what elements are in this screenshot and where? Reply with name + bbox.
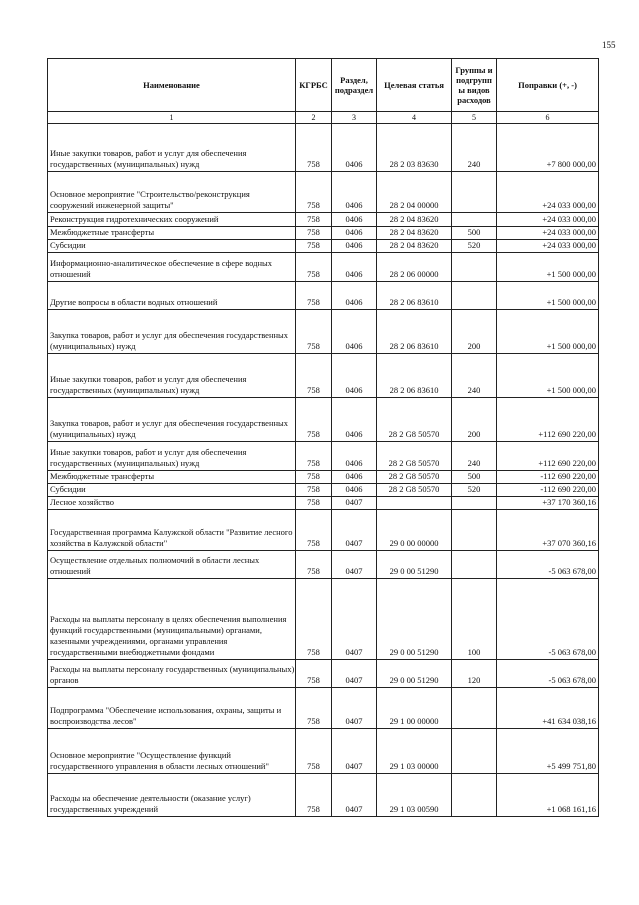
- row-name: Расходы на выплаты персоналу в целях обеспечения выполнения функций государственными (муниципальными) органами, казенными учреждениями, органами управления государственными внебюджетными фондами: [48, 579, 296, 659]
- header-kgrbs: КГРБС: [296, 59, 332, 111]
- table-row: [48, 282, 598, 310]
- row-section: 0406: [332, 240, 377, 252]
- row-amount: +1 500 000,00: [546, 385, 596, 395]
- row-target-article: 28 2 06 83610: [377, 354, 452, 397]
- row-kgrbs: 758: [296, 551, 332, 578]
- row-kgrbs: 758: [296, 354, 332, 397]
- row-section: 0406: [332, 213, 377, 226]
- row-kgrbs: 758: [296, 282, 332, 309]
- row-name: Расходы на выплаты персоналу государственных (муниципальных) органов: [48, 660, 296, 687]
- table-row: [48, 310, 598, 354]
- row-expense-group: 500: [452, 471, 497, 483]
- row-name: Другие вопросы в области водных отношений: [48, 282, 296, 309]
- row-name: Закупка товаров, работ и услуг для обеспечения государственных (муниципальных) нужд: [48, 310, 296, 353]
- row-expense-group: [452, 688, 497, 728]
- header-expense-group: Группы и подгрупп ы видов расходов: [452, 59, 497, 111]
- row-target-article: 28 2 06 00000: [377, 253, 452, 281]
- row-expense-group: 120: [452, 660, 497, 687]
- row-name: Лесное хозяйство: [48, 497, 296, 509]
- row-name: Субсидии: [48, 484, 296, 496]
- row-target-article: 29 0 00 00000: [377, 510, 452, 550]
- row-amount: +112 690 220,00: [538, 458, 596, 468]
- table-row: [48, 253, 598, 282]
- header-section: Раздел, подраздел: [332, 59, 377, 111]
- table-body: [48, 124, 598, 816]
- row-amount: +112 690 220,00: [538, 429, 596, 439]
- row-expense-group: 240: [452, 442, 497, 470]
- row-kgrbs: 758: [296, 240, 332, 252]
- table-row: [48, 398, 598, 442]
- row-expense-group: [452, 774, 497, 816]
- row-amount: -5 063 678,00: [548, 675, 596, 685]
- row-amount: +1 068 161,16: [546, 804, 596, 814]
- row-kgrbs: 758: [296, 442, 332, 470]
- row-target-article: 29 1 03 00590: [377, 774, 452, 816]
- row-expense-group: 520: [452, 484, 497, 496]
- table-row: [48, 471, 598, 484]
- row-section: 0406: [332, 354, 377, 397]
- col-number: 6: [545, 113, 550, 122]
- row-expense-group: 500: [452, 227, 497, 239]
- row-amount: +1 500 000,00: [546, 341, 596, 351]
- row-target-article: 29 1 00 00000: [377, 688, 452, 728]
- row-expense-group: [452, 253, 497, 281]
- row-section: 0406: [332, 398, 377, 441]
- row-target-article: 28 2 04 83620: [377, 240, 452, 252]
- row-target-article: 28 2 04 83620: [377, 213, 452, 226]
- row-target-article: 28 2 03 83630: [377, 124, 452, 171]
- row-amount: +1 500 000,00: [546, 269, 596, 279]
- col-number: 2: [296, 112, 332, 123]
- row-target-article: 28 2 G8 50570: [377, 398, 452, 441]
- row-expense-group: [452, 551, 497, 578]
- col-number: 1: [48, 112, 296, 123]
- table-row: [48, 213, 598, 227]
- table-row: [48, 579, 598, 660]
- row-section: 0407: [332, 510, 377, 550]
- table-row: [48, 354, 598, 398]
- row-amount: -5 063 678,00: [548, 566, 596, 576]
- row-kgrbs: 758: [296, 213, 332, 226]
- column-number-row: [48, 112, 598, 124]
- page-number: 155: [602, 40, 616, 50]
- row-section: 0407: [332, 688, 377, 728]
- row-section: 0406: [332, 172, 377, 212]
- table-row: [48, 124, 598, 172]
- row-kgrbs: 758: [296, 579, 332, 659]
- row-amount: +24 033 000,00: [542, 227, 596, 237]
- row-expense-group: 200: [452, 398, 497, 441]
- row-expense-group: 520: [452, 240, 497, 252]
- table-row: [48, 551, 598, 579]
- table-row: [48, 442, 598, 471]
- row-name: Межбюджетные трансферты: [48, 227, 296, 239]
- col-number: 5: [452, 112, 497, 123]
- col-number: 4: [377, 112, 452, 123]
- row-section: 0406: [332, 124, 377, 171]
- row-section: 0406: [332, 253, 377, 281]
- header-amendments: Поправки (+, -): [518, 80, 577, 90]
- row-kgrbs: 758: [296, 398, 332, 441]
- row-name: Субсидии: [48, 240, 296, 252]
- row-expense-group: 240: [452, 124, 497, 171]
- table-row: [48, 172, 598, 213]
- header-target-article: Целевая статья: [377, 59, 452, 111]
- row-section: 0406: [332, 484, 377, 496]
- row-amount: +24 033 000,00: [542, 214, 596, 224]
- row-name: Расходы на обеспечение деятельности (оказание услуг) государственных учреждений: [48, 774, 296, 816]
- row-section: 0407: [332, 497, 377, 509]
- row-target-article: 29 0 00 51290: [377, 579, 452, 659]
- row-expense-group: [452, 729, 497, 773]
- row-target-article: 28 2 G8 50570: [377, 442, 452, 470]
- budget-amendments-table: [47, 58, 599, 817]
- col-number: 3: [332, 112, 377, 123]
- row-target-article: 28 2 G8 50570: [377, 471, 452, 483]
- row-name: Основное мероприятие "Осуществление функций государственного управления в области лесных отношений": [48, 729, 296, 773]
- row-amount: -5 063 678,00: [548, 647, 596, 657]
- table-row: [48, 774, 598, 816]
- table-row: [48, 510, 598, 551]
- row-amount: -112 690 220,00: [540, 484, 596, 494]
- row-name: Закупка товаров, работ и услуг для обеспечения государственных (муниципальных) нужд: [48, 398, 296, 441]
- row-section: 0407: [332, 774, 377, 816]
- row-target-article: 29 0 00 51290: [377, 660, 452, 687]
- row-name: Осуществление отдельных полномочий в области лесных отношений: [48, 551, 296, 578]
- row-expense-group: [452, 213, 497, 226]
- row-target-article: 28 2 04 00000: [377, 172, 452, 212]
- row-kgrbs: 758: [296, 774, 332, 816]
- row-section: 0407: [332, 660, 377, 687]
- row-kgrbs: 758: [296, 253, 332, 281]
- row-name: Государственная программа Калужской области "Развитие лесного хозяйства в Калужской области": [48, 510, 296, 550]
- row-kgrbs: 758: [296, 471, 332, 483]
- row-section: 0406: [332, 442, 377, 470]
- row-expense-group: 200: [452, 310, 497, 353]
- row-target-article: 29 0 00 51290: [377, 551, 452, 578]
- row-kgrbs: 758: [296, 688, 332, 728]
- row-amount: +24 033 000,00: [542, 200, 596, 210]
- row-kgrbs: 758: [296, 310, 332, 353]
- row-expense-group: 100: [452, 579, 497, 659]
- row-target-article: [377, 497, 452, 509]
- row-target-article: 28 2 06 83610: [377, 310, 452, 353]
- header-name: Наименование: [48, 59, 296, 111]
- row-name: Подпрограмма "Обеспечение использования, охраны, защиты и воспроизводства лесов": [48, 688, 296, 728]
- row-amount: +41 634 038,16: [542, 716, 596, 726]
- row-section: 0406: [332, 282, 377, 309]
- row-kgrbs: 758: [296, 484, 332, 496]
- row-kgrbs: 758: [296, 497, 332, 509]
- row-expense-group: [452, 497, 497, 509]
- row-kgrbs: 758: [296, 172, 332, 212]
- row-section: 0407: [332, 729, 377, 773]
- row-target-article: 28 2 04 83620: [377, 227, 452, 239]
- table-row: [48, 227, 598, 240]
- row-section: 0407: [332, 551, 377, 578]
- row-amount: +24 033 000,00: [542, 240, 596, 250]
- row-name: Реконструкция гидротехнических сооружений: [48, 213, 296, 226]
- row-target-article: 28 2 G8 50570: [377, 484, 452, 496]
- row-name: Межбюджетные трансферты: [48, 471, 296, 483]
- row-section: 0406: [332, 227, 377, 239]
- row-name: Основное мероприятие "Строительство/реконструкция сооружений инженерной защиты": [48, 172, 296, 212]
- row-expense-group: [452, 282, 497, 309]
- row-amount: +5 499 751,80: [546, 761, 596, 771]
- table-row: [48, 729, 598, 774]
- table-row: [48, 240, 598, 253]
- row-amount: +37 070 360,16: [542, 538, 596, 548]
- row-name: Иные закупки товаров, работ и услуг для обеспечения государственных (муниципальных) нужд: [48, 124, 296, 171]
- row-amount: -112 690 220,00: [540, 471, 596, 481]
- row-target-article: 28 2 06 83610: [377, 282, 452, 309]
- table-row: [48, 497, 598, 510]
- row-expense-group: 240: [452, 354, 497, 397]
- row-amount: +7 800 000,00: [546, 159, 596, 169]
- row-kgrbs: 758: [296, 660, 332, 687]
- table-row: [48, 660, 598, 688]
- row-section: 0406: [332, 310, 377, 353]
- row-amount: +37 170 360,16: [542, 497, 596, 507]
- table-row: [48, 484, 598, 497]
- row-kgrbs: 758: [296, 227, 332, 239]
- table-header-row: [48, 59, 598, 112]
- table-row: [48, 688, 598, 729]
- row-name: Информационно-аналитическое обеспечение в сфере водных отношений: [48, 253, 296, 281]
- row-section: 0407: [332, 579, 377, 659]
- row-section: 0406: [332, 471, 377, 483]
- row-kgrbs: 758: [296, 510, 332, 550]
- row-kgrbs: 758: [296, 729, 332, 773]
- row-target-article: 29 1 03 00000: [377, 729, 452, 773]
- row-expense-group: [452, 510, 497, 550]
- row-amount: +1 500 000,00: [546, 297, 596, 307]
- row-name: Иные закупки товаров, работ и услуг для обеспечения государственных (муниципальных) нужд: [48, 354, 296, 397]
- row-name: Иные закупки товаров, работ и услуг для обеспечения государственных (муниципальных) нужд: [48, 442, 296, 470]
- row-kgrbs: 758: [296, 124, 332, 171]
- row-expense-group: [452, 172, 497, 212]
